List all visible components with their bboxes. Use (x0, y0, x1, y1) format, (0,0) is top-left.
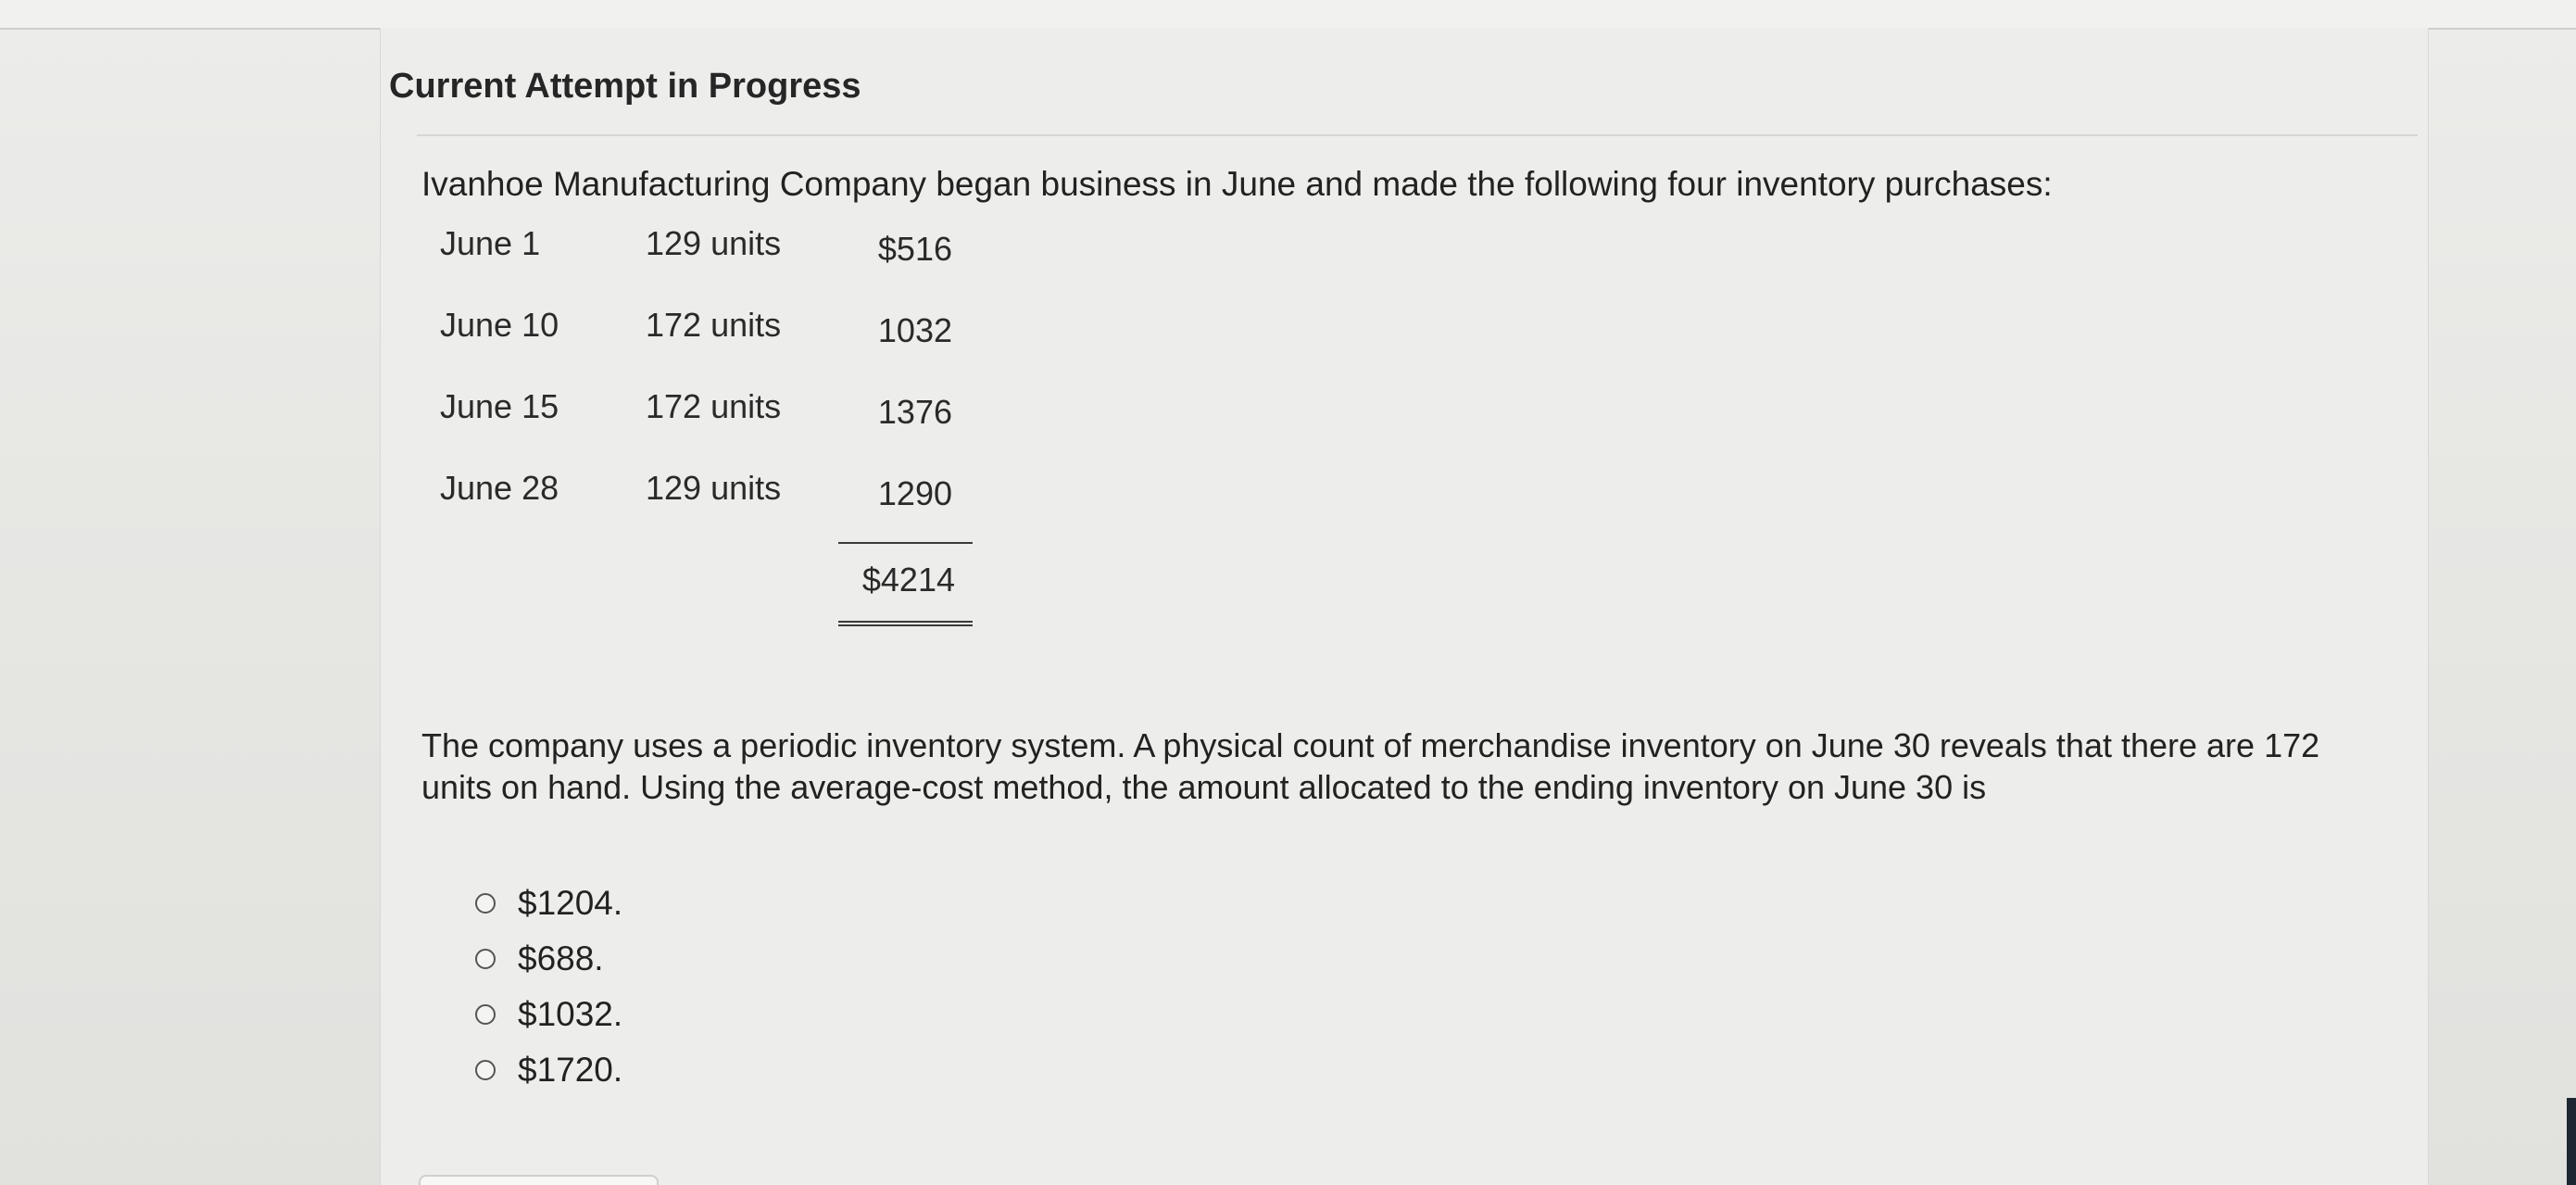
option-label: $1204. (518, 884, 623, 922)
purchase-date: June 28 (440, 469, 559, 507)
purchase-cost: 1032 (877, 311, 952, 349)
purchase-cost: 1290 (877, 474, 952, 512)
purchase-units: 172 units (646, 306, 782, 344)
purchase-cost: 1376 (877, 393, 952, 431)
section-title: Current Attempt in Progress (389, 67, 861, 106)
screen-edge (2567, 1098, 2576, 1185)
purchase-date: June 10 (440, 306, 559, 344)
purchase-units: 129 units (646, 469, 782, 507)
option-label: $688. (518, 939, 604, 977)
purchase-row (435, 224, 991, 306)
purchase-date: June 1 (440, 224, 541, 262)
bottom-button-edge[interactable] (419, 1175, 659, 1185)
purchase-row (435, 387, 991, 469)
purchase-row (435, 306, 991, 387)
answer-option-1[interactable] (475, 876, 622, 931)
answer-option-3[interactable] (475, 987, 622, 1042)
purchases-table (435, 224, 991, 550)
radio-button-icon[interactable] (475, 893, 496, 914)
radio-button-icon[interactable] (475, 1004, 496, 1025)
total-value: $4214 (861, 561, 955, 599)
question-body: The company uses a periodic inventory system. A physical count of merchandise inventory on June 30 reveals that there are 172 units on hand. Using the average-cost method, the amount allocated to the ending inventory on June 30 is (421, 726, 2320, 806)
purchase-cost: $516 (877, 230, 952, 268)
total-double-underline (838, 621, 973, 626)
purchase-units: 129 units (646, 224, 782, 262)
option-label: $1032. (518, 995, 623, 1033)
radio-button-icon[interactable] (475, 949, 496, 969)
answer-options (475, 876, 622, 1098)
answer-option-4[interactable] (475, 1042, 622, 1098)
question-intro: Ivanhoe Manufacturing Company began business in June and made the following four inventory purchases: (421, 165, 2053, 203)
answer-option-2[interactable] (475, 931, 622, 987)
purchase-row (435, 469, 991, 550)
option-label: $1720. (518, 1051, 623, 1089)
top-edge (0, 0, 2576, 30)
divider (417, 134, 2418, 136)
total-underline (838, 542, 973, 544)
radio-button-icon[interactable] (475, 1060, 496, 1080)
purchase-units: 172 units (646, 387, 782, 425)
purchase-date: June 15 (440, 387, 559, 425)
